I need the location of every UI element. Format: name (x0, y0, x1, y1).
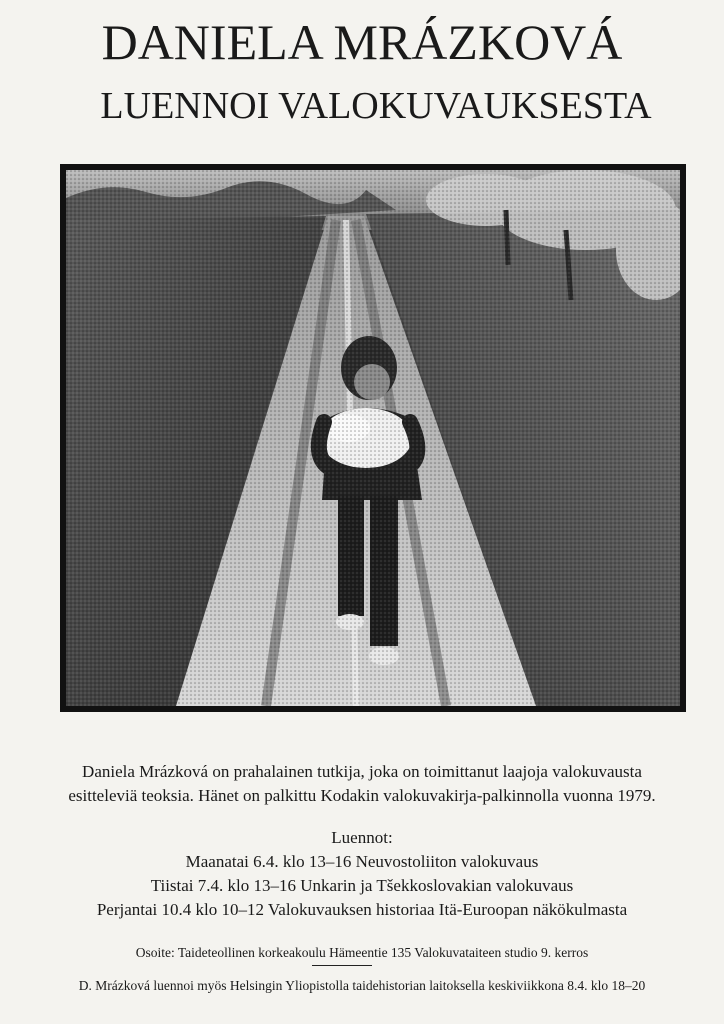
lecture-schedule (40, 826, 684, 922)
photo-child-on-country-road (66, 170, 680, 706)
lecture-item: Tiistai 7.4. klo 13–16 Unkarin ja Tšekkoslovakian valokuvaus (150, 876, 574, 895)
lecture-item: Perjantai 10.4 klo 10–12 Valokuvauksen historiaa Itä-Euroopan näkökulmasta (96, 900, 628, 919)
poster-title: DANIELA MRÁZKOVÁ (101, 14, 623, 70)
lectures-heading: Luennot: (331, 828, 393, 847)
lecture-item: Maanatai 6.4. klo 13–16 Neuvostoliiton valokuvaus (185, 852, 539, 871)
intro-line: esitteleviä teoksia. Hänet on palkittu Kodakin valokuvakirja-palkinnolla vuonna 1979. (68, 786, 656, 805)
footer-note: D. Mrázková luennoi myös Helsingin Yliopistolla taidehistorian laitoksella keskiviikkona 8.4. klo 18–20 (78, 978, 646, 993)
divider-rule (312, 965, 372, 966)
poster-subtitle: LUENNOI VALOKUVAUKSESTA (100, 85, 652, 127)
photograph (60, 164, 686, 712)
intro-line: Daniela Mrázková on prahalainen tutkija, joka on toimittanut laajoja valokuvausta (82, 762, 642, 781)
intro-paragraph (40, 760, 684, 808)
venue-address: Osoite: Taideteollinen korkeakoulu Hämeentie 135 Valokuvataiteen studio 9. kerros (135, 945, 589, 960)
